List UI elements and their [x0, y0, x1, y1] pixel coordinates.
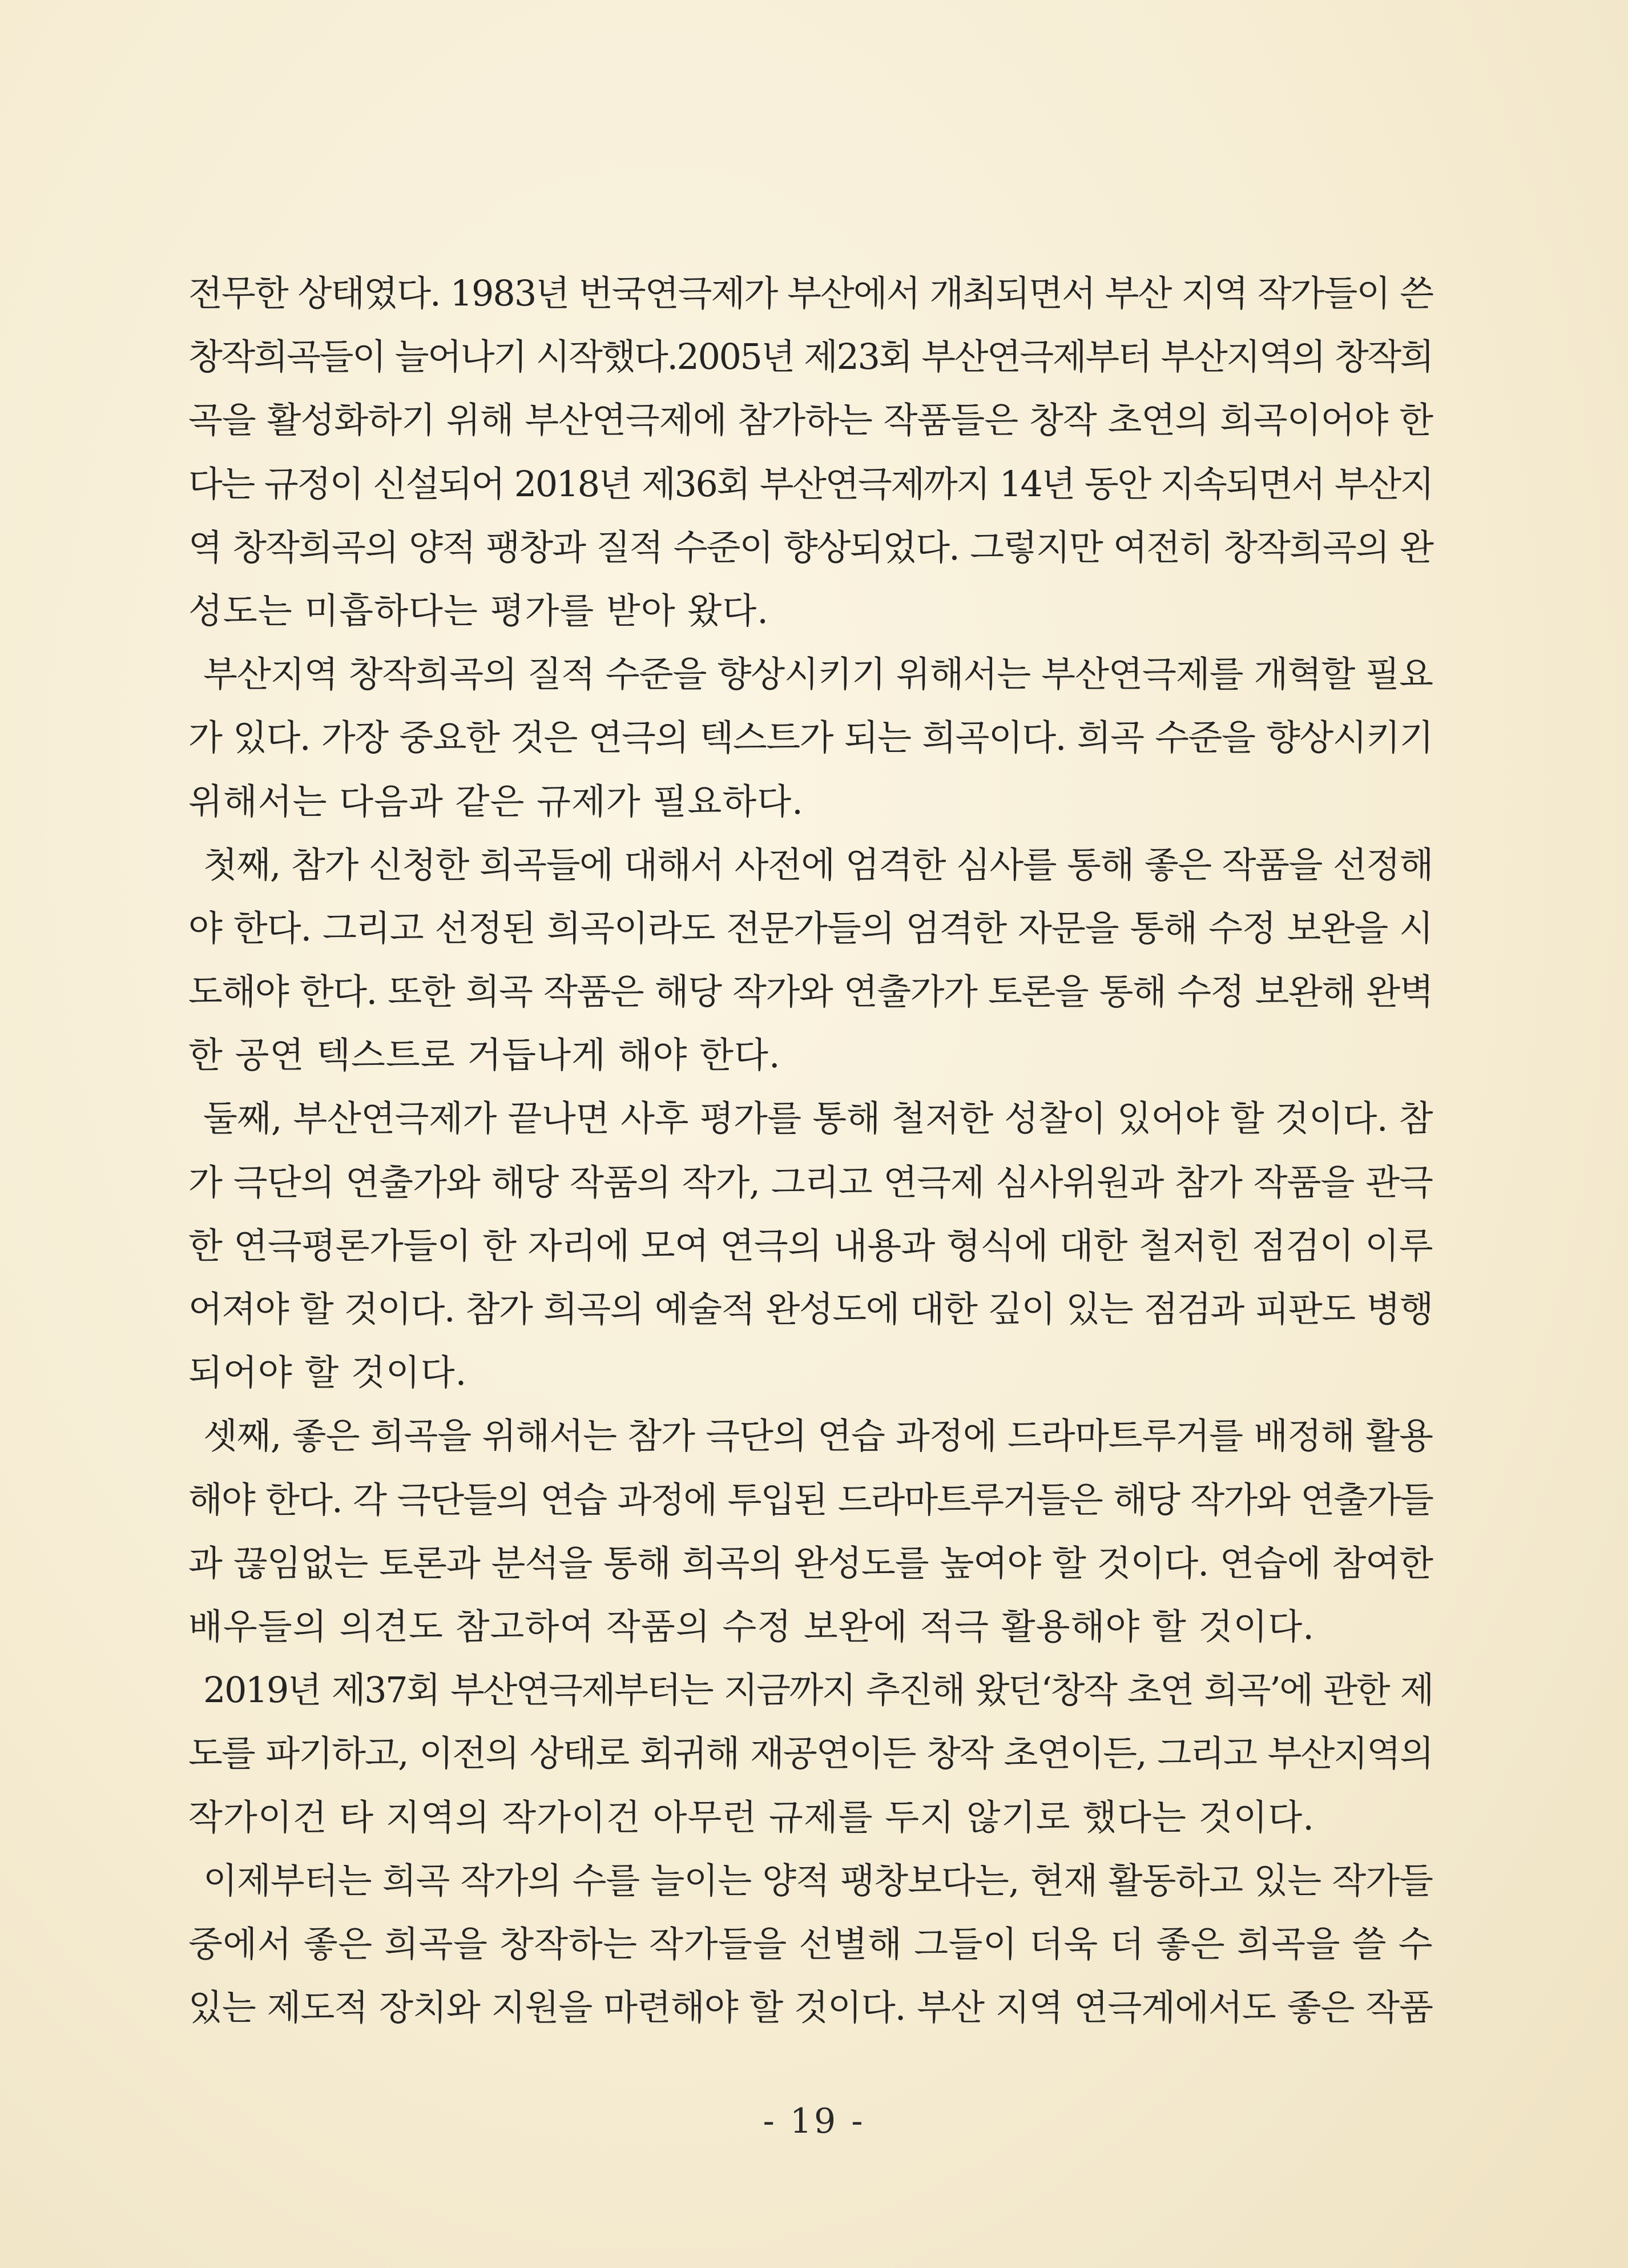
text-line: 2019년 제37회 부산연극제부터는 지금까지 추진해 왔던‘창작 초연 희곡’에 관한 제: [203, 1669, 1433, 1711]
text-line: 야 한다. 그리고 선정된 희곡이라도 전문가들의 엄격한 자문을 통해 수정 보완을 시: [188, 907, 1433, 949]
text-line: 부산지역 창작희곡의 질적 수준을 향상시키기 위해서는 부산연극제를 개혁할 필요: [203, 653, 1433, 695]
text-line: 가 극단의 연출가와 해당 작품의 작가, 그리고 연극제 심사위원과 참가 작품을 관극: [188, 1161, 1433, 1203]
text-line: 성도는 미흡하다는 평가를 받아 왔다.: [188, 589, 769, 632]
text-line: 곡을 활성화하기 위해 부산연극제에 참가하는 작품들은 창작 초연의 희곡이어야 한: [188, 399, 1433, 441]
text-line: 창작희곡들이 늘어나기 시작했다.2005년 제23회 부산연극제부터 부산지역의 창작희: [188, 336, 1433, 378]
text-line: 되어야 할 것이다.: [188, 1352, 468, 1394]
page-number: - 19 -: [763, 2101, 865, 2141]
text-line: 배우들의 의견도 참고하여 작품의 수정 보완에 적극 활용해야 할 것이다.: [188, 1605, 1315, 1647]
text-line: 중에서 좋은 희곡을 창작하는 작가들을 선별해 그들이 더욱 더 좋은 희곡을 쓸 수: [188, 1923, 1433, 1965]
text-line: 가 있다. 가장 중요한 것은 연극의 텍스트가 되는 희곡이다. 희곡 수준을 향상시키기: [188, 717, 1433, 759]
text-line: 한 연극평론가들이 한 자리에 모여 연극의 내용과 형식에 대한 철저힌 점검이 이루: [188, 1224, 1433, 1266]
text-line: 셋째, 좋은 희곡을 위해서는 참가 극단의 연습 과정에 드라마트루거를 배정해 활용: [203, 1415, 1433, 1457]
text-line: 역 창작희곡의 양적 팽창과 질적 수준이 향상되었다. 그렇지만 여전히 창작희곡의 완: [188, 526, 1433, 568]
text-line: 첫째, 참가 신청한 희곡들에 대해서 사전에 엄격한 심사를 통해 좋은 작품을 선정해: [203, 843, 1433, 886]
text-line: 둘째, 부산연극제가 끝나면 사후 평가를 통해 철저한 성찰이 있어야 할 것이다. 참: [203, 1097, 1433, 1140]
text-line: 해야 한다. 각 극단들의 연습 과정에 투입된 드라마트루거들은 해당 작가와 연출가들: [188, 1478, 1433, 1521]
text-line: 도를 파기하고, 이전의 상태로 회귀해 재공연이든 창작 초연이든, 그리고 부산지역의: [188, 1732, 1433, 1775]
text-line: 어져야 할 것이다. 참가 희곡의 예술적 완성도에 대한 깊이 있는 점검과 피판도 병행: [188, 1288, 1433, 1330]
text-line: 이제부터는 희곡 작가의 수를 늘이는 양적 팽창보다는, 현재 활동하고 있는 작가들: [203, 1859, 1433, 1901]
text-line: 과 끊임없는 토론과 분석을 통해 희곡의 완성도를 높여야 할 것이다. 연습에 참여한: [188, 1542, 1433, 1584]
text-line: 있는 제도적 장치와 지원을 마련해야 할 것이다. 부산 지역 연극계에서도 좋은 작품: [188, 1986, 1433, 2029]
text-line: 한 공연 텍스트로 거듭나게 해야 한다.: [188, 1034, 781, 1076]
text-line: 다는 규정이 신설되어 2018년 제36회 부산연극제까지 14년 동안 지속되면서 부산지: [188, 463, 1433, 505]
body-text: [188, 262, 1433, 2039]
text-line: 위해서는 다음과 같은 규제가 필요하다.: [188, 780, 804, 822]
text-line: 도해야 한다. 또한 희곡 작품은 해당 작가와 연출가가 토론을 통해 수정 보완해 완벽: [188, 971, 1433, 1013]
text-line: 작가이건 타 지역의 작가이건 아무런 규제를 두지 않기로 했다는 것이다.: [188, 1796, 1315, 1838]
text-line: 전무한 상태였다. 1983년 번국연극제가 부산에서 개최되면서 부산 지역 작가들이 쓴: [188, 272, 1433, 314]
